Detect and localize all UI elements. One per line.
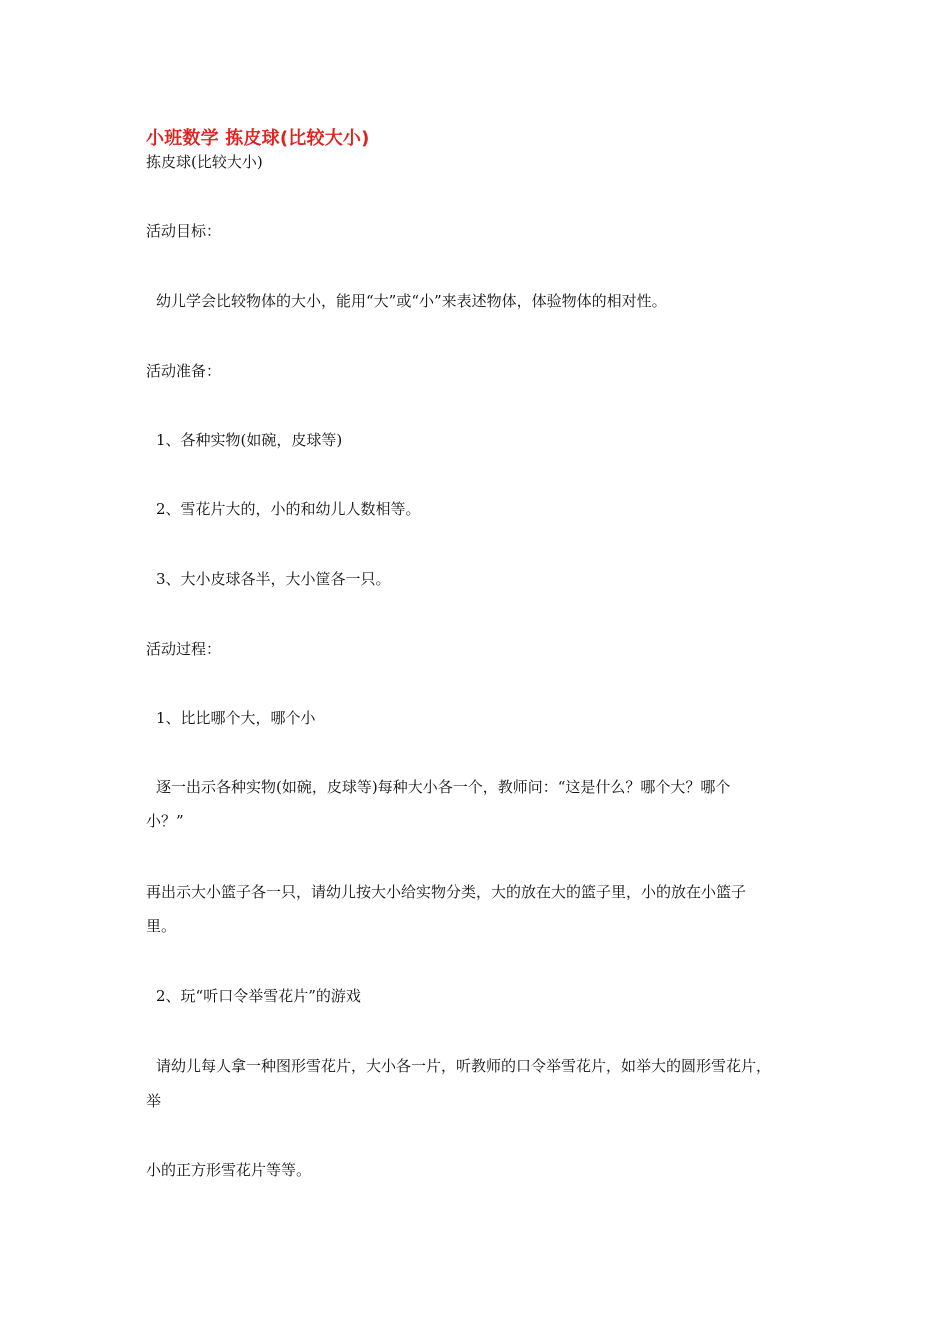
step1-para2-line1: 再出示大小篮子各一只，请幼儿按大小给实物分类，大的放在大的篮子里，小的放在小篮子 [146,883,747,901]
prep-item-2: 2、雪花片大的，小的和幼儿人数相等。 [156,500,421,518]
goal-heading: 活动目标： [146,222,222,240]
goal-text: 幼儿学会比较物体的大小，能用“大”或“小”来表述物体，体验物体的相对性。 [156,292,667,310]
process-heading: 活动过程： [146,640,222,658]
step2-para-line1: 请幼儿每人拿一种图形雪花片，大小各一片，听教师的口令举雪花片，如举大的圆形雪花片， [156,1057,772,1075]
prep-item-3: 3、大小皮球各半，大小筐各一只。 [156,570,391,588]
step1-para1-line2: 小？” [146,812,184,830]
prep-heading: 活动准备： [146,362,222,380]
prep-item-1: 1、各种实物(如碗，皮球等) [156,431,343,449]
step1-para1-line1: 逐一出示各种实物(如碗，皮球等)每种大小各一个，教师问：“这是什么？哪个大？哪个 [156,778,731,796]
step1-title: 1、比比哪个大，哪个小 [156,709,316,727]
document-subtitle: 拣皮球(比较大小) [146,153,263,171]
step2-para-line2: 举 [146,1092,162,1110]
step1-para2-line2: 里。 [146,917,177,935]
step2-para-last: 小的正方形雪花片等等。 [146,1161,312,1179]
step2-title: 2、玩“听口令举雪花片”的游戏 [156,987,361,1005]
document-title: 小班数学 拣皮球(比较大小) [146,128,370,149]
